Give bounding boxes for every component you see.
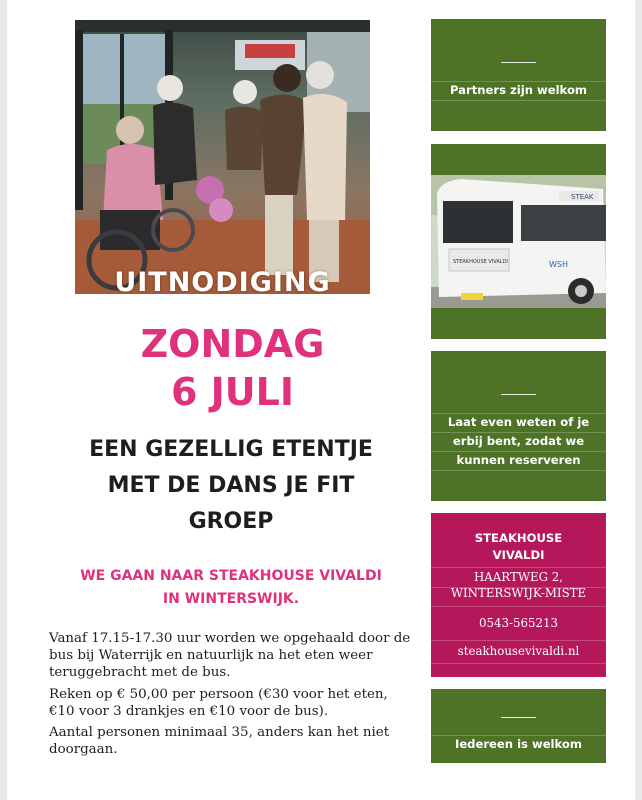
address-town: WINTERSWIJK-MISTE xyxy=(450,586,587,600)
welcome-label: Iedereen is welkom xyxy=(455,737,582,751)
photo-title: UITNODIGING xyxy=(114,267,331,294)
address-card xyxy=(431,513,606,677)
bus-photo xyxy=(431,175,606,308)
rsvp-card xyxy=(431,351,606,501)
headline-line-3: GROEP xyxy=(188,509,274,534)
partners-card xyxy=(431,19,606,131)
restaurant-name-line-2: VIVALDI xyxy=(492,548,545,562)
restaurant-name-line-1: STEAKHOUSE xyxy=(474,531,563,545)
divider xyxy=(431,640,606,641)
headline-line-1: EEN GEZELLIG ETENTJE xyxy=(89,437,373,462)
venue-line-2: IN WINTERSWIJK. xyxy=(162,591,300,607)
divider xyxy=(431,100,606,101)
bus-card xyxy=(431,144,606,339)
divider xyxy=(431,470,606,471)
phone-number[interactable]: 0543-565213 xyxy=(478,616,559,630)
partners-label: Partners zijn welkom xyxy=(449,83,588,97)
body-paragraph-minimum: Aantal personen minimaal 35, anders kan het niet doorgaan. xyxy=(49,725,390,757)
venue-line-1: WE GAAN NAAR STEAKHOUSE VIVALDI xyxy=(80,568,382,584)
body-paragraph-bus: Vanaf 17.15-17.30 uur worden we opgehaald door de bus bij Waterrijk en natuurlijk na het eten weer teruggebracht met de bus. xyxy=(49,631,411,680)
svg-text:STEAK: STEAK xyxy=(571,193,594,201)
welcome-card xyxy=(431,689,606,763)
divider xyxy=(501,717,536,718)
divider xyxy=(431,663,606,664)
address-street: HAARTWEG 2, xyxy=(473,570,564,584)
flyer-page xyxy=(7,0,635,800)
date-month: 6 JULI xyxy=(170,370,295,414)
rsvp-line-1: Laat even weten of je xyxy=(447,415,590,429)
bus-illustration xyxy=(431,175,606,308)
divider xyxy=(501,394,536,395)
date-day: ZONDAG xyxy=(140,322,325,366)
rsvp-line-2: erbij bent, zodat we xyxy=(452,434,585,448)
rsvp-line-3: kunnen reserveren xyxy=(456,453,581,467)
svg-text:STEAKHOUSE VIVALDI: STEAKHOUSE VIVALDI xyxy=(453,259,508,265)
divider xyxy=(501,62,536,63)
divider xyxy=(431,606,606,607)
dance-photo-illustration xyxy=(75,20,370,294)
dance-photo xyxy=(75,20,370,294)
svg-text:WSH: WSH xyxy=(549,260,569,269)
website-link[interactable]: steakhousevivaldi.nl xyxy=(457,644,580,658)
body-paragraph-cost: Reken op € 50,00 per persoon (€30 voor het eten, €10 voor 3 drankjes en €10 voor de bus). xyxy=(49,687,388,719)
headline-line-2: MET DE DANS JE FIT xyxy=(107,473,355,498)
